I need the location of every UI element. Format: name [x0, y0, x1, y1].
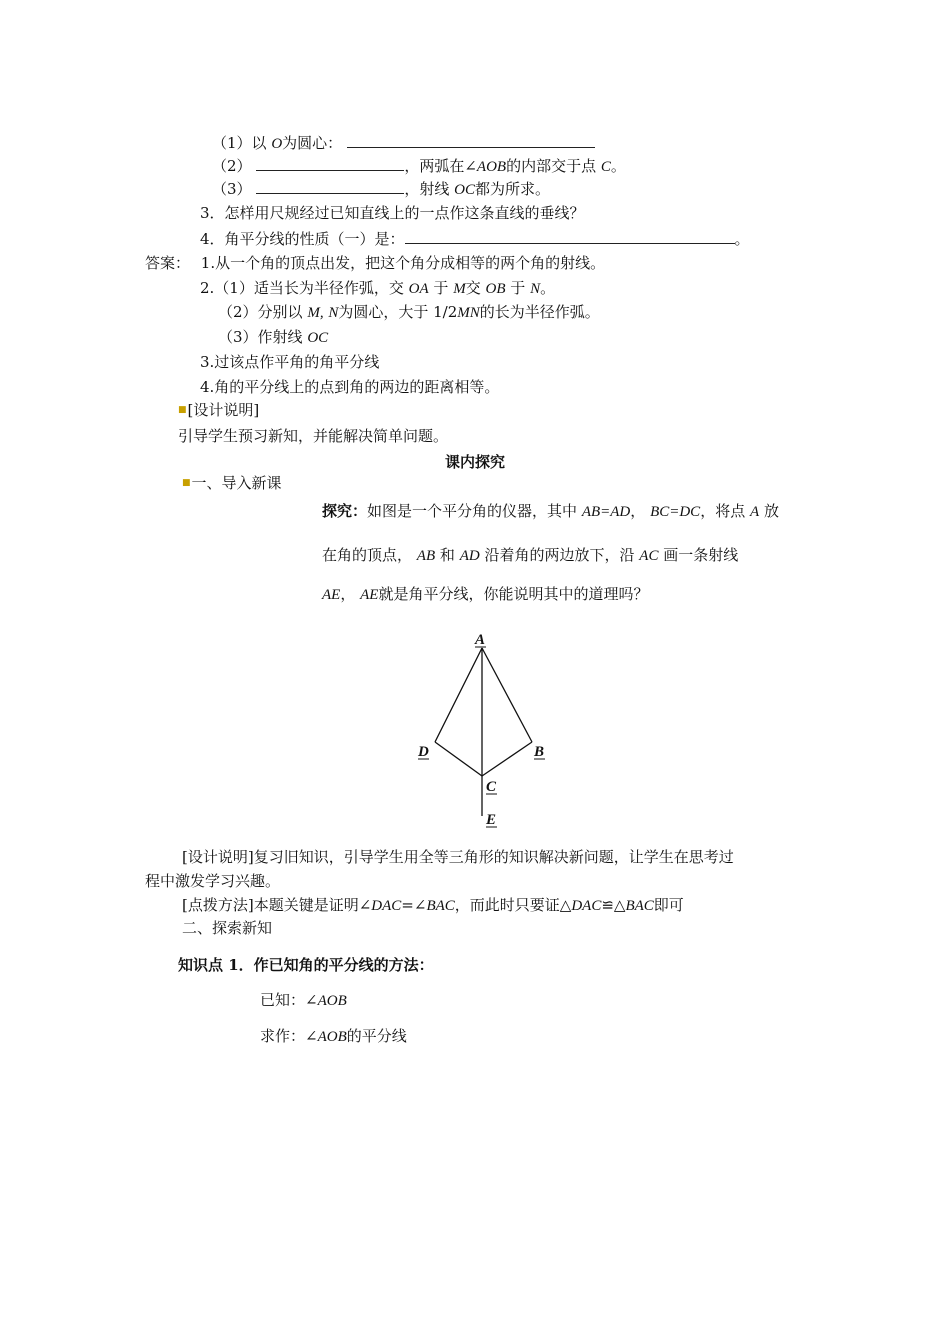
design-note-2-line-2: 程中激发学习兴趣。 — [145, 872, 281, 890]
answers-label: 答案： — [145, 254, 191, 272]
knowledge-point-1: 知识点 1．作已知角的平分线的方法： — [178, 956, 434, 974]
design-note-2-text-1: 复习旧知识，引导学生用全等三角形的知识解决新问题，让学生在思考过 — [253, 848, 734, 866]
answer-2-1-mid1: 于 — [433, 279, 449, 297]
todo-label: 求作：∠ — [260, 1027, 318, 1045]
step-2-mid: ，两弧在∠ — [404, 157, 477, 175]
todo-line — [260, 1026, 407, 1047]
hint-text-a: 本题关键是证明∠ — [253, 896, 372, 914]
label-e: E — [486, 812, 497, 828]
answer-3: 3.过该点作平角的角平分线 — [200, 353, 380, 371]
part-2-heading: 二、探索新知 — [182, 919, 273, 937]
step-3-suffix: 都为所求。 — [474, 180, 550, 198]
answer-2-2-prefix: （2）分别以 — [218, 303, 303, 321]
given-label: 已知：∠ — [260, 991, 318, 1009]
design-note-1-text: 引导学生预习新知，并能解决简单问题。 — [178, 427, 449, 445]
step-1-suffix: 为圆心： — [282, 134, 343, 152]
label-d: D — [418, 744, 429, 760]
explore-l2-ac: AC — [639, 548, 659, 564]
hint-bac2: BAC — [625, 898, 654, 914]
given-line — [260, 990, 347, 1011]
answer-2-1-m: M — [453, 281, 466, 297]
design-note-1-label-text: [设计说明] — [187, 401, 260, 419]
answer-2-1-end: 。 — [540, 279, 556, 297]
question-4-end: 。 — [734, 230, 750, 248]
given-var: AOB — [317, 993, 347, 1009]
explore-l1-b: ， — [630, 502, 646, 520]
explore-l3-c: 就是角平分线，你能说明其中的道理吗？ — [378, 585, 649, 603]
answer-2-1-oa: OA — [408, 281, 429, 297]
explore-l1-a: 如图是一个平分角的仪器，其中 — [367, 502, 578, 520]
step-3-var: OC — [454, 182, 475, 198]
section-title: 课内探究 — [444, 453, 505, 471]
step-2-point: C — [600, 159, 611, 175]
segment-ab — [482, 648, 532, 742]
step-1-var: O — [271, 136, 283, 152]
label-b: B — [534, 744, 545, 760]
explore-l1-bc: BC=DC — [650, 504, 701, 520]
step-2-suffix: 的内部交于点 — [506, 157, 597, 175]
explore-line-3 — [322, 584, 648, 605]
anchor-mark-icon: ■ — [182, 478, 191, 488]
answer-2-2-n: N — [328, 305, 339, 321]
question-3: 3．怎样用尺规经过已知直线上的一点作这条直线的垂线？ — [200, 204, 585, 222]
explore-line-1 — [322, 501, 779, 522]
answer-2-1-n: N — [530, 281, 541, 297]
hint-line — [182, 895, 684, 916]
answer-1 — [145, 253, 605, 273]
step-1-prefix: （1）以 — [212, 134, 267, 152]
answer-2-2 — [218, 302, 600, 323]
step-3-blank[interactable] — [256, 178, 404, 194]
answer-2-1-ob: OB — [485, 281, 506, 297]
answer-2-2-m: M, — [307, 305, 324, 321]
explore-l3-ae: AE — [322, 587, 341, 603]
hint-text-b: ，而此时只要证△ — [454, 896, 572, 914]
design-note-2-label: [设计说明] — [182, 848, 254, 866]
explore-l1-a2: A — [750, 504, 760, 520]
step-2-end: 。 — [610, 157, 626, 175]
step-3-prefix: （3） — [212, 180, 252, 198]
explore-l3-ae2: AE — [360, 587, 379, 603]
answer-2-2-end: 的长为半径作弧。 — [479, 303, 600, 321]
anchor-mark-icon: ■ — [178, 405, 187, 415]
explore-label: 探究： — [322, 502, 368, 520]
answer-2-3-prefix: （3）作射线 — [218, 328, 303, 346]
answer-2-1 — [200, 278, 555, 299]
step-2-prefix: （2） — [212, 157, 252, 175]
design-note-1-label — [178, 400, 259, 420]
hint-dac: DAC — [371, 898, 402, 914]
label-a: A — [475, 632, 486, 648]
explore-l3-b: ， — [340, 585, 356, 603]
kite-bisector-figure — [400, 626, 560, 831]
answer-2-1-mid2: 交 — [465, 279, 481, 297]
step-3 — [212, 178, 550, 200]
hint-text-c: 即可 — [653, 896, 684, 914]
design-note-2-line-1 — [182, 847, 734, 867]
todo-suffix: 的平分线 — [346, 1027, 407, 1045]
explore-l2-c: 沿着角的两边放下，沿 — [484, 546, 635, 564]
hint-label: [点拨方法] — [182, 896, 254, 914]
explore-l2-a: 在角的顶点， — [322, 546, 413, 564]
label-c: C — [486, 779, 497, 795]
step-3-mid: ，射线 — [404, 180, 450, 198]
explore-l1-ab: AB=AD — [581, 504, 631, 520]
question-4-blank[interactable] — [405, 228, 735, 244]
todo-var: AOB — [317, 1029, 347, 1045]
answer-2-2-mn: MN — [457, 305, 480, 321]
answer-1-text: 1.从一个角的顶点出发，把这个角分成相等的两个角的射线。 — [200, 254, 606, 272]
explore-l2-ad: AD — [459, 548, 480, 564]
hint-cong: ≌△ — [601, 896, 626, 914]
answer-2-1-mid3: 于 — [510, 279, 526, 297]
answer-2-3 — [218, 327, 328, 348]
part-1-heading — [182, 473, 282, 493]
step-2-var: AOB — [476, 159, 507, 175]
explore-line-2 — [322, 545, 738, 566]
segment-dc — [435, 742, 482, 776]
answer-4: 4.角的平分线上的点到角的两边的距离相等。 — [200, 378, 500, 396]
hint-bac: BAC — [426, 898, 455, 914]
hint-dac2: DAC — [571, 898, 602, 914]
step-1 — [212, 132, 595, 154]
explore-l2-d: 画一条射线 — [663, 546, 739, 564]
step-2 — [212, 155, 626, 177]
question-4-prefix: 4．角平分线的性质（一）是： — [200, 230, 405, 248]
hint-eq: =∠ — [401, 896, 427, 914]
step-1-blank[interactable] — [347, 132, 595, 148]
step-2-blank[interactable] — [256, 155, 404, 171]
explore-l1-d: 放 — [763, 502, 779, 520]
part-1-heading-text: 一、导入新课 — [191, 474, 282, 492]
answer-2-1-prefix: 2.（1）适当长为半径作弧，交 — [200, 279, 404, 297]
explore-l1-c: ，将点 — [700, 502, 746, 520]
question-4 — [200, 228, 750, 249]
explore-l2-b: 和 — [439, 546, 455, 564]
explore-l2-ab: AB — [416, 548, 436, 564]
answer-2-2-mid: 为圆心，大于 1/2 — [338, 303, 458, 321]
segment-ad — [435, 648, 482, 742]
answer-2-3-oc: OC — [307, 330, 329, 346]
segment-bc — [482, 742, 532, 776]
